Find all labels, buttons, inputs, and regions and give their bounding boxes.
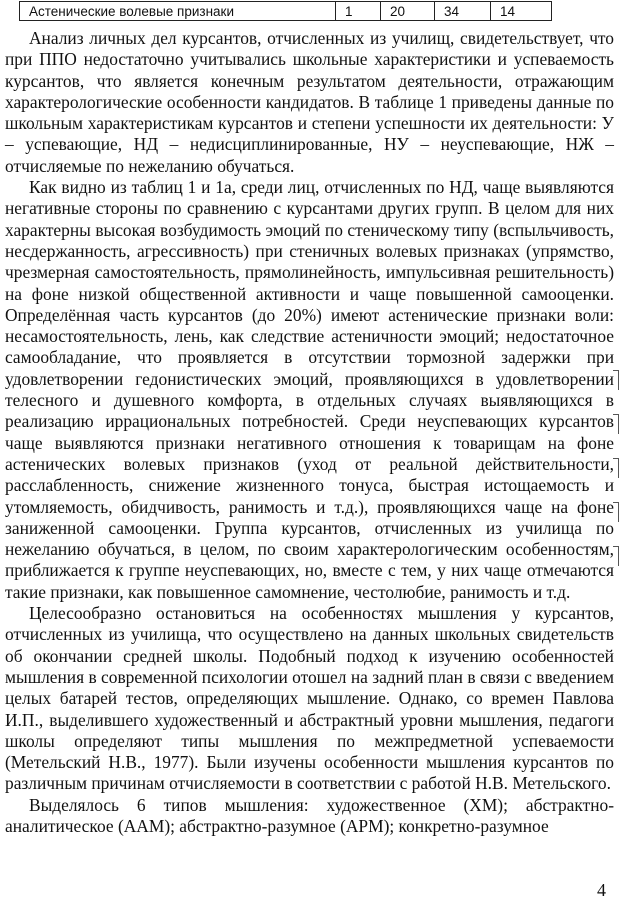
page-number: 4 [597, 880, 606, 900]
table-cell-value: 1 [336, 2, 381, 20]
margin-marks [613, 370, 620, 598]
table-cell-label: Астенические волевые признаки [20, 2, 336, 20]
table-row [19, 1, 552, 21]
table-cell-value: 34 [435, 2, 491, 20]
table-cell-value: 14 [500, 4, 516, 19]
paragraph: Анализ личных дел курсантов, отчисленных из училищ, свидетельствует, что при ППО недостаточно учитывались школьные характеристики и успеваемость курсантов, что является конечным результатом деятельности, отражающим характерологические особенности кандидатов. В таблице 1 приведены данные по школьным характеристикам курсантов и степени успешности их деятельности: У – успевающие, НД – недисциплинированные, НУ – неуспевающие, НЖ – отчисляемые по нежеланию обучаться. [5, 28, 614, 176]
body-text [5, 28, 614, 837]
table-cell-value: 20 [381, 2, 435, 20]
paragraph: Выделялось 6 типов мышления: художественное (ХМ); абстрактно-аналитическое (ААМ); абстрактно-разумное (АРМ); конкретно-разумное [5, 794, 614, 836]
paragraph: Целесообразно остановиться на особенностях мышления у курсантов, отчисленных из училища, что осуществлено на данных школьных свидетельств об окончании средней школы. Подобный подход к изучению особенностей мышления в современной психологии отошел на задний план в связи с введением целых батарей тестов, определяющих мышление. Однако, со времен Павлова И.П., выделившего художественный и абстрактный уровни мышления, педагоги школы определяют типы мышления по межпредметной успеваемости (Метельский Н.В., 1977). Были изучены особенности мышления курсантов по различным причинам отчисляемости в соответствии с работой Н.В. Метельского. [5, 603, 614, 794]
paragraph: Как видно из таблиц 1 и 1а, среди лиц, отчисленных по НД, чаще выявляются негативные стороны по сравнению с курсантами других групп. В целом для них характерны высокая возбудимость эмоций по стеническому типу (вспыльчивость, несдержанность, агрессивность) при стеничных волевых признаках (упрямство, чрезмерная самостоятельность, прямолинейность, импульсивная решительность) на фоне низкой общественной активности и чаще повышенной самооценки. Определённая часть курсантов (до 20%) имеют астенические признаки воли: несамостоятельность, лень, как следствие астеничности эмоций; недостаточное самообладание, что проявляется в отсутствии тормозной задержки при удовлетворении гедонистических эмоций, проявляющихся в удовлетворении телесного и душевного комфорта, в отдельных случаях выявляющихся в реализацию иррациональных потребностей. Среди неуспевающих курсантов чаще выявляются признаки негативного отношения к товарищам на фоне астенических волевых признаков (уход от реальной действительности, расслабленность, снижение жизненного тонуса, быстрая истощаемость и утомляемость, обидчивость, ранимость и т.д.), проявляющихся чаще на фоне заниженной самооценки. Группа курсантов, отчисленных из училища по нежеланию обучаться, в целом, по своим характерологическим особенностям, приближается к группе неуспевающих, но, вместе с тем, у них чаще отмечаются такие признаки, как повышенное самомнение, честолюбие, ранимость и т.д. [5, 177, 614, 602]
